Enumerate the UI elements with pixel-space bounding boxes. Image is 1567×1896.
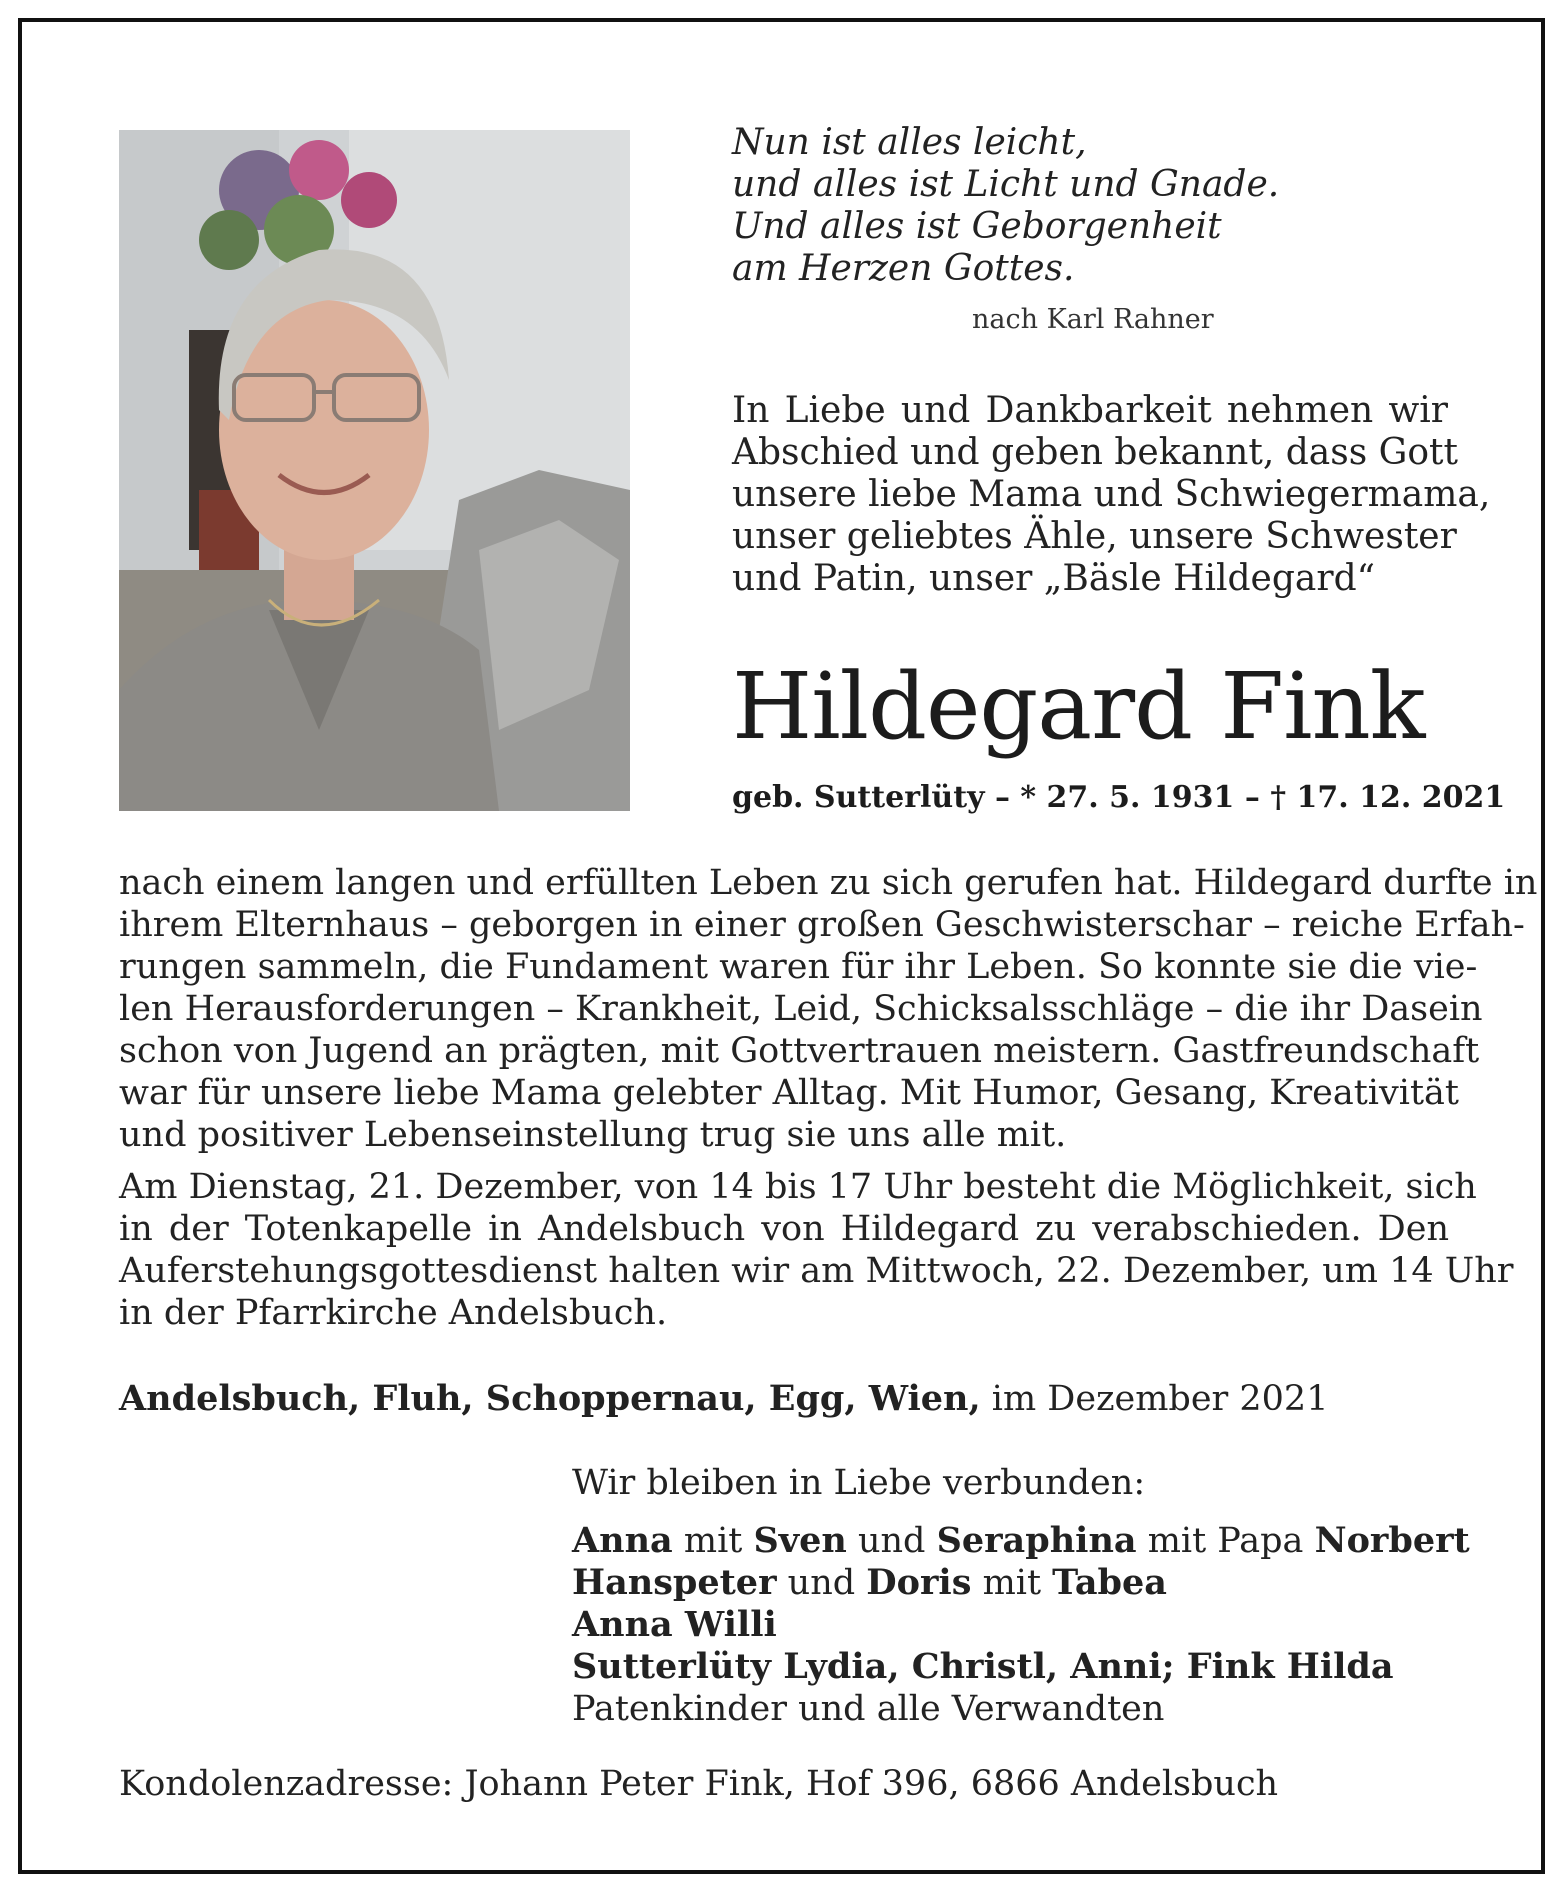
poem-line: am Herzen Gottes.: [732, 248, 1075, 289]
body-line: und positiver Lebenseinstellung trug sie uns alle mit.: [119, 1115, 1067, 1155]
family-line-2: [572, 1562, 1452, 1604]
portrait-illustration: [119, 130, 630, 811]
body-line: rungen sammeln, die Fundament waren für ihr Leben. So konnte sie die vie-: [119, 947, 1478, 987]
family-name: Seraphina: [936, 1520, 1137, 1561]
poem-line: Und alles ist Geborgenheit: [732, 206, 1222, 247]
family-line-1: [572, 1520, 1470, 1562]
family-connector: und: [787, 1563, 856, 1603]
condolence-address: Kondolenzadresse: Johann Peter Fink, Hof 396, 6866 Andelsbuch: [119, 1764, 1279, 1804]
family-list: [572, 1462, 1470, 1730]
intro-line: unser geliebtes Ähle, unsere Schwester: [732, 516, 1457, 557]
body-line: Auferstehungsgottesdienst halten wir am Mittwoch, 22. Dezember, um 14 Uhr: [119, 1251, 1514, 1291]
family-name: Sven: [753, 1520, 847, 1561]
family-name: Hanspeter: [572, 1562, 777, 1603]
body-text: [119, 862, 1538, 1334]
places: Andelsbuch, Fluh, Schoppernau, Egg, Wien,: [119, 1378, 981, 1419]
body-paragraph-1: [119, 862, 1538, 1156]
poem: [732, 122, 1452, 290]
family-connector: mit: [982, 1563, 1042, 1603]
poem-line: Nun ist alles leicht,: [732, 122, 1087, 163]
family-connector: mit Papa: [1147, 1521, 1304, 1561]
place-date-text: im Dezember 2021: [991, 1379, 1329, 1419]
poem-attribution: nach Karl Rahner: [972, 304, 1214, 335]
family-line-3: Anna Willi: [572, 1604, 777, 1645]
portrait-photo: [119, 130, 630, 811]
family-line-5: Patenkinder und alle Verwandten: [572, 1689, 1165, 1729]
body-line: war für unsere liebe Mama gelebter Alltag. Mit Humor, Gesang, Kreativität: [119, 1073, 1459, 1113]
body-line: ihrem Elternhaus – geborgen in einer großen Geschwisterschar – reiche Erfah-: [119, 905, 1525, 945]
poem-line: und alles ist Licht und Gnade.: [732, 164, 1280, 205]
family-line-4: Sutterlüty Lydia, Christl, Anni; Fink Hilda: [572, 1646, 1394, 1687]
place-date: [119, 1378, 1328, 1419]
body-line: schon von Jugend an prägten, mit Gottvertrauen meistern. Gastfreundschaft: [119, 1031, 1480, 1071]
body-paragraph-2: [119, 1166, 1514, 1334]
family-name: Tabea: [1052, 1562, 1167, 1603]
family-name: Anna: [572, 1520, 673, 1561]
body-line: Am Dienstag, 21. Dezember, von 14 bis 17 Uhr besteht die Möglichkeit, sich: [119, 1167, 1477, 1207]
family-intro: Wir bleiben in Liebe verbunden:: [572, 1463, 1146, 1503]
family-connector: und: [857, 1521, 926, 1561]
intro-line: unsere liebe Mama und Schwiegermama,: [732, 474, 1491, 515]
intro-line: In Liebe und Dankbarkeit nehmen wir: [732, 390, 1448, 431]
body-line: in der Pfarrkirche Andelsbuch.: [119, 1293, 668, 1333]
intro-line: und Patin, unser „Bäsle Hildegard“: [732, 558, 1376, 599]
intro-line: Abschied und geben bekannt, dass Gott: [732, 432, 1458, 473]
deceased-dates: geb. Sutterlüty – * 27. 5. 1931 – † 17. 12. 2021: [732, 780, 1506, 815]
body-line: in der Totenkapelle in Andelsbuch von Hildegard zu verabschieden. Den: [119, 1209, 1449, 1249]
deceased-name: Hildegard Fink: [732, 653, 1425, 760]
family-name: Doris: [866, 1562, 972, 1603]
family-name: Norbert: [1314, 1520, 1470, 1561]
body-line: nach einem langen und erfüllten Leben zu sich gerufen hat. Hildegard durfte in: [119, 863, 1538, 903]
intro-text: [732, 390, 1491, 600]
family-connector: mit: [683, 1521, 743, 1561]
body-line: len Herausforderungen – Krankheit, Leid, Schicksalsschläge – die ihr Dasein: [119, 989, 1483, 1029]
